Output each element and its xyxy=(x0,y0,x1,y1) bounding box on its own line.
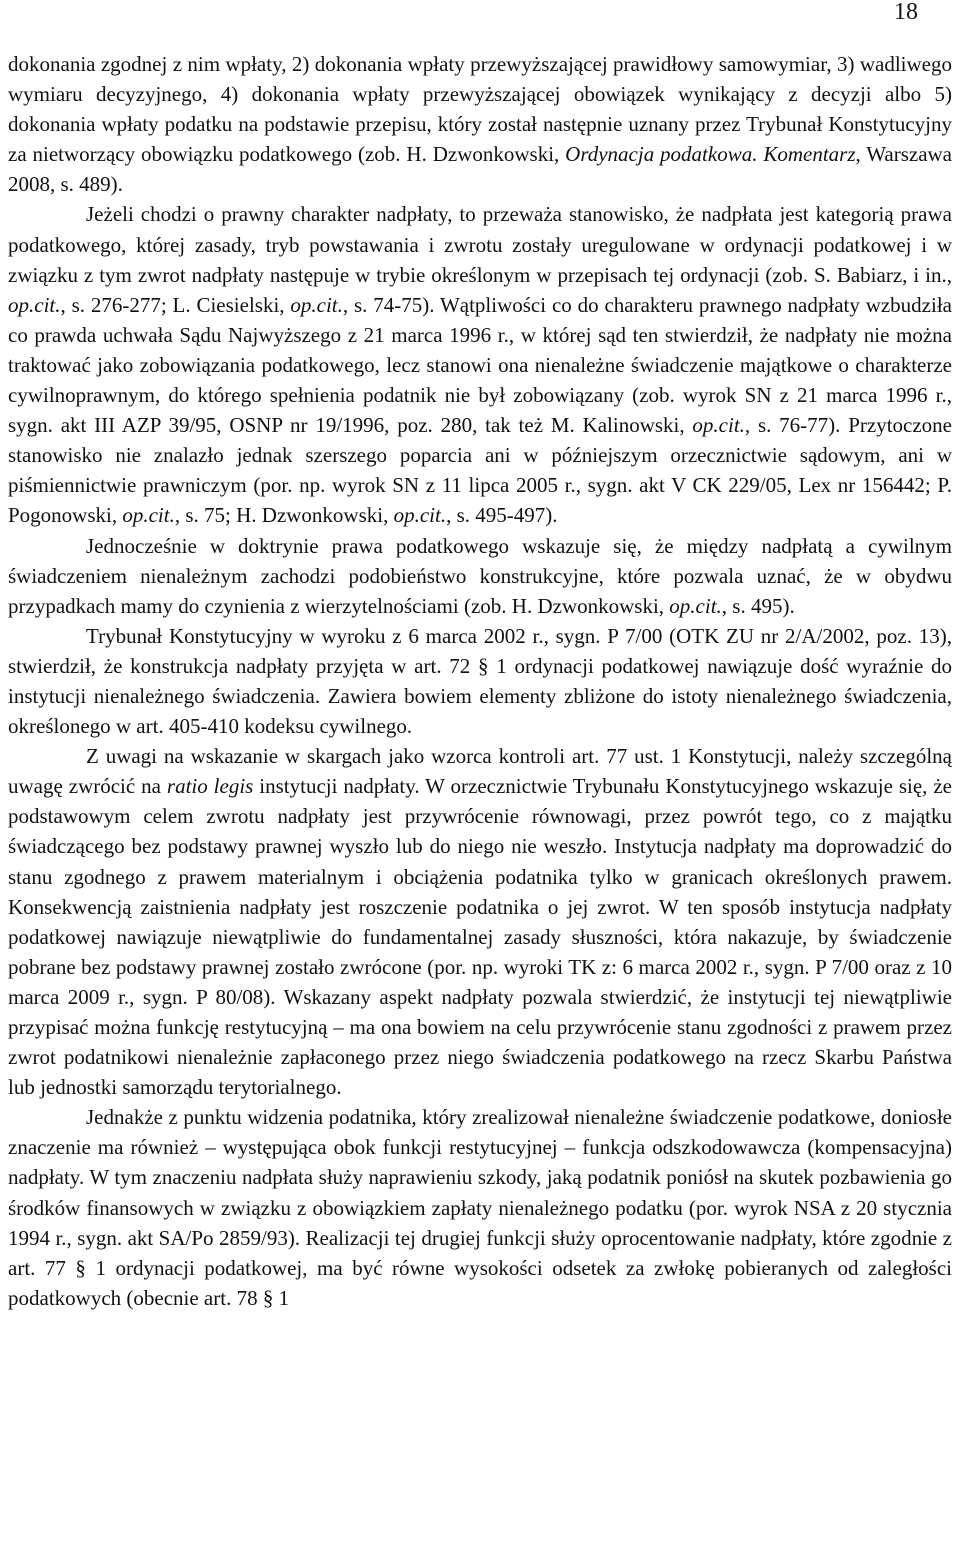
italic-text: op.cit. xyxy=(669,593,722,618)
italic-text: ratio legis xyxy=(166,774,254,799)
paragraph-text: , Warszawa 2008, s. 489). xyxy=(8,142,953,197)
italic-text: op.cit. xyxy=(122,503,175,528)
paragraph-text: , s. 495). xyxy=(721,593,795,618)
paragraph-text: , s. 495-497). xyxy=(446,503,558,528)
paragraph xyxy=(8,741,952,1102)
italic-text: op.cit. xyxy=(692,413,745,438)
italic-text: op.cit. xyxy=(290,292,343,317)
paragraph-text: Jednocześnie w doktrynie prawa podatkowego wskazuje się, że między nadpłatą a cywilnym świadczeniem nienależnym zachodzi podobieństwo konstrukcyjne, które pozwala uznać, że w obydwu przypadkach mamy do czynienia z wierzytelnościami (zob. H. Dzwonkowski, xyxy=(8,533,952,618)
paragraph-text: , s. 74-75). Wątpliwości co do charakteru prawnego nadpłaty wzbudziła co prawda uchwała Sądu Najwyższego z 21 marca 1996 r., w której sąd ten stwierdził, że nadpłaty nie można traktować jako zobowiązania podatkowego, lecz stanowi ona nienależne świadczenie majątkowe o charakterze cywilnoprawnym, do którego spełnienia podatnik nie był zobowiązany (zob. wyrok SN z 21 marca 1996 r., sygn. akt III AZP 39/95, OSNP nr 19/1996, poz. 280, tak też M. Kalinowski, xyxy=(8,292,952,438)
paragraph-text: Trybunał Konstytucyjny w wyroku z 6 marca 2002 r., sygn. P 7/00 (OTK ZU nr 2/A/2002, poz. 13), stwierdził, że konstrukcja nadpłaty przyjęta w art. 72 § 1 ordynacji podatkowej nawiązuje dość wyraźnie do instytucji nienależnego świadczenia. Zawiera bowiem elementy zbliżone do istoty nienależnego świadczenia, określonego w art. 405-410 kodeksu cywilnego. xyxy=(8,623,952,739)
paragraph-text: , s. 76-77). Przytoczone stanowisko nie znalazło jednak szerszego poparcia ani w późniejszym orzecznictwie sądowym, ani w piśmiennictwie prawniczym (por. np. wyrok SN z 11 lipca 2005 r., sygn. akt V CK 229/05, Lex nr 156442; P. Pogonowski, xyxy=(8,413,952,528)
page-number: 18 xyxy=(894,0,918,25)
paragraph-text: Jeżeli chodzi o prawny charakter nadpłaty, to przeważa stanowisko, że nadpłata jest kategorią prawa podatkowego, której zasady, tryb powstawania i zwrotu zostały uregulowane w ordynacji podatkowej i w związku z tym zwrot nadpłaty następuje w trybie określonym w przepisach tej ordynacji (zob. S. Babiarz, i in., xyxy=(8,202,952,287)
paragraph xyxy=(8,531,952,621)
paragraph-text: dokonania zgodnej z nim wpłaty, 2) dokonania wpłaty przewyższającej prawidłowy samowymiar, 3) wadliwego wymiaru decyzyjnego, 4) dokonania wpłaty przewyższającej obowiązek wynikający z decyzji albo 5) dokonania wpłaty podatku na podstawie przepisu, który został następnie uznany przez Trybunał Konstytucyjny za nietworzący obowiązku podatkowego (zob. H. Dzwonkowski, xyxy=(8,52,952,167)
paragraph-text: instytucji nadpłaty. W orzecznictwie Trybunału Konstytucyjnego wskazuje się, że podstawowym celem zwrotu nadpłaty jest przywrócenie równowagi, przez powrót tego, co z majątku świadczącego bez podstawy prawnej wyszło lub do niego nie weszło. Instytucja nadpłaty ma doprowadzić do stanu zgodnego z prawem materialnym i obciążenia podatnika tylko w granicach określonych prawem. Konsekwencją zaistnienia nadpłaty jest roszczenie podatnika o jej zwrot. W ten sposób instytucja nadpłaty podatkowej nawiązuje niewątpliwie do fundamentalnej zasady słuszności, która nakazuje, by świadczenie pobrane bez podstawy prawnej zostało zwrócone (por. np. wyroki TK z: 6 marca 2002 r., sygn. P 7/00 oraz z 10 marca 2009 r., sygn. P 80/08). Wskazany aspekt nadpłaty pozwala stwierdzić, że instytucji tej niewątpliwie przypisać można funkcję restytucyjną – ma ona bowiem na celu przywrócenie stanu zgodności z prawem przez zwrot podatnikowi nienależnie zapłaconego przez niego świadczenia podatkowego na rzecz Skarbu Państwa lub jednostki samorządu terytorialnego. xyxy=(8,774,952,1100)
paragraph-text: , s. 276-277; L. Ciesielski, xyxy=(60,292,291,317)
paragraph-text: Jednakże z punktu widzenia podatnika, który zrealizował nienależne świadczenie podatkowe, doniosłe znaczenie ma również – występująca obok funkcji restytucyjnej – funkcja odszkodowawcza (kompensacyjna) nadpłaty. W tym znaczeniu nadpłata służy naprawieniu szkody, jaką podatnik poniósł na skutek pozbawienia go środków finansowych w związku z obowiązkiem zapłaty nienależnego podatku (por. wyrok NSA z 20 stycznia 1994 r., sygn. akt SA/Po 2859/93). Realizacji tej drugiej funkcji służy oprocentowanie nadpłaty, które zgodnie z art. 77 § 1 ordynacji podatkowej, ma być równe wysokości odsetek za zwłokę pobieranych od zaległości podatkowych (obecnie art. 78 § 1 xyxy=(8,1105,952,1310)
paragraph xyxy=(8,49,952,199)
italic-text: op.cit. xyxy=(393,503,447,528)
italic-text: op.cit. xyxy=(8,292,61,317)
italic-text: Ordynacja podatkowa. Komentarz xyxy=(565,142,856,167)
document-body xyxy=(8,49,952,1313)
paragraph xyxy=(8,621,952,741)
paragraph-text: , s. 75; H. Dzwonkowski, xyxy=(174,503,394,528)
paragraph xyxy=(8,199,952,530)
paragraph-text: Z uwagi na wskazanie w skargach jako wzorca kontroli art. 77 ust. 1 Konstytucji, należy szczególną uwagę zwrócić na xyxy=(8,744,952,799)
paragraph xyxy=(8,1102,952,1313)
